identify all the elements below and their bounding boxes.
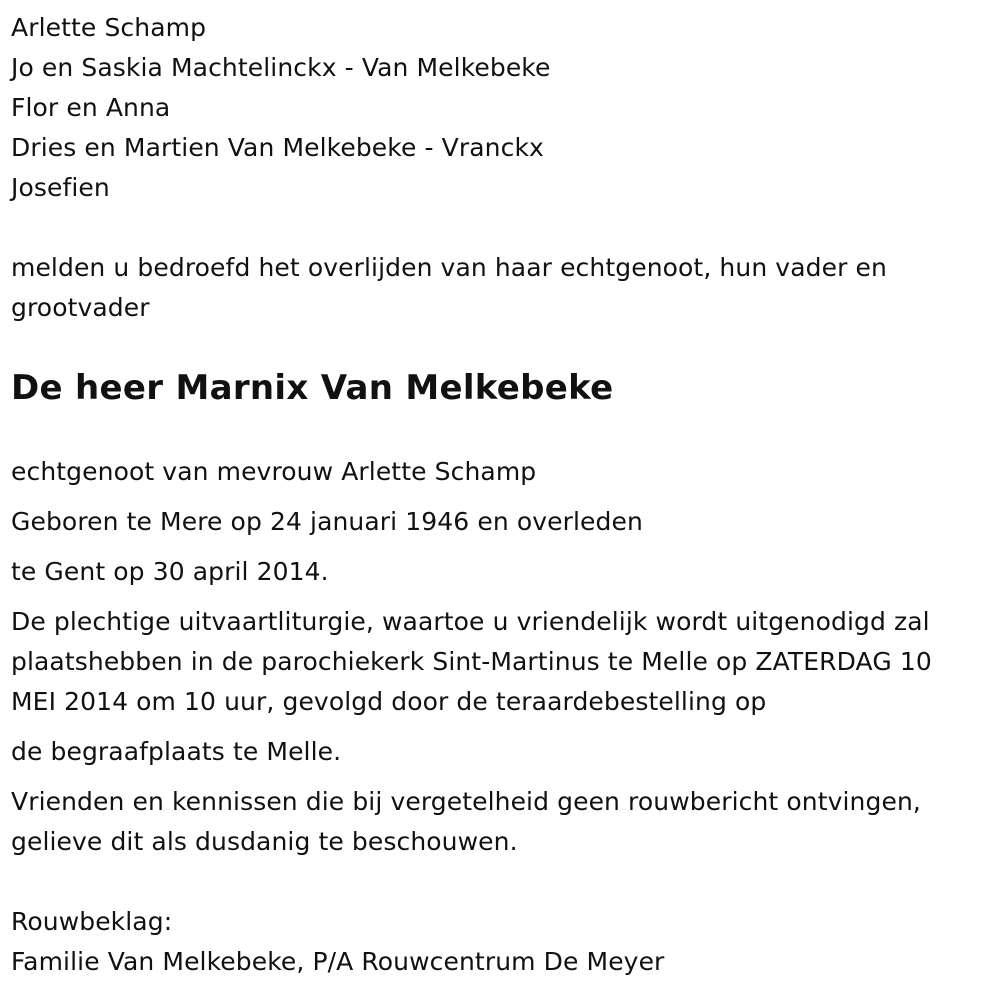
obituary-notice: [11, 8, 996, 982]
announcement-text: [11, 248, 996, 328]
condolences-address: Familie Van Melkebeke, P/A Rouwcentrum De Meyer: [11, 947, 665, 976]
death-line: te Gent op 30 april 2014.: [11, 557, 329, 586]
spouse-line: echtgenoot van mevrouw Arlette Schamp: [11, 457, 537, 486]
burial-line: de begraafplaats te Melle.: [11, 737, 342, 766]
announcement-line: grootvader: [11, 293, 150, 322]
notice-line: gelieve dit als dusdanig te beschouwen.: [11, 827, 518, 856]
family-member: Jo en Saskia Machtelinckx - Van Melkebeke: [11, 53, 551, 82]
ceremony-line: MEI 2014 om 10 uur, gevolgd door de teraardebestelling op: [11, 687, 767, 716]
announcement-line: melden u bedroefd het overlijden van haar echtgenoot, hun vader en: [11, 253, 887, 282]
spacer: [11, 208, 996, 248]
notice-paragraph: [11, 782, 996, 862]
notice-line: Vrienden en kennissen die bij vergetelheid geen rouwbericht ontvingen,: [11, 787, 921, 816]
family-member: Arlette Schamp: [11, 13, 207, 42]
ceremony-paragraph: [11, 602, 996, 722]
family-member: Dries en Martien Van Melkebeke - Vranckx: [11, 133, 544, 162]
ceremony-line: plaatshebben in de parochiekerk Sint-Martinus te Melle op ZATERDAG 10: [11, 647, 932, 676]
family-list: [11, 8, 996, 208]
condolences-label: Rouwbeklag:: [11, 907, 173, 936]
ceremony-line: De plechtige uitvaartliturgie, waartoe u vriendelijk wordt uitgenodigd zal: [11, 607, 930, 636]
condolences-section: [11, 902, 996, 982]
family-member: Flor en Anna: [11, 93, 171, 122]
deceased-name: De heer Marnix Van Melkebeke: [11, 368, 614, 408]
family-member: Josefien: [11, 173, 110, 202]
birth-line: Geboren te Mere op 24 januari 1946 en overleden: [11, 507, 643, 536]
